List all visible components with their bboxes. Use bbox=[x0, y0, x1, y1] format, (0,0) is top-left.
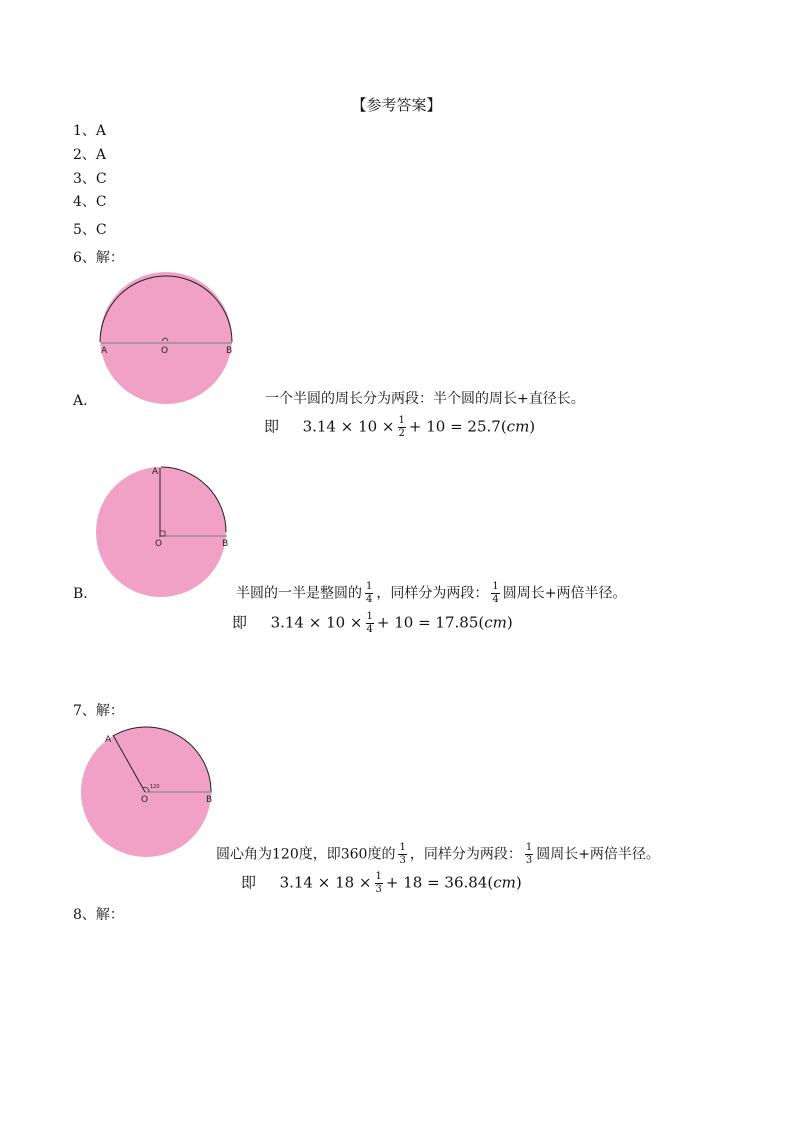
option-a-marker: A. bbox=[73, 393, 88, 409]
q6b-explanation: 半圆的一半是整圆的 $\frac{1}{4}$ ，同样分为两段： $\frac{1}{4}$ 圆周长+两倍半径。 bbox=[236, 581, 627, 605]
label-7-o: O bbox=[141, 795, 149, 805]
q7-fraction-2: $\frac{1}{3}$ bbox=[525, 842, 533, 866]
label-7-angle: 120 bbox=[150, 784, 160, 790]
q6a-fraction: $\frac{1}{2}$ bbox=[398, 415, 405, 439]
q6a-ji: 即 bbox=[264, 417, 280, 436]
q6a-formula: 即 3.14 × 10 × $\frac{1}{2}$ + 10 = 25.7(cm) bbox=[264, 415, 536, 439]
diagram-6b bbox=[95, 464, 235, 604]
answer-3: 3、C bbox=[73, 171, 107, 187]
label-6b-b: B bbox=[222, 539, 229, 549]
label-6a-b: B bbox=[226, 346, 233, 356]
question-6-label: 6、解： bbox=[73, 250, 124, 266]
q7-explanation: 圆心角为120度，即360度的 $\frac{1}{3}$ ，同样分为两段： $\frac{1}{3}$ 圆周长+两倍半径。 bbox=[216, 842, 660, 866]
q7-expr-left: 3.14 × 18 × bbox=[279, 873, 372, 892]
q6b-expr-right: + 10 = 17.85( bbox=[376, 613, 485, 632]
answer-5: 5、C bbox=[73, 222, 107, 238]
label-6a-o: O bbox=[161, 346, 169, 356]
q6a-expr-right: + 10 = 25.7( bbox=[408, 417, 507, 436]
answer-2: 2、A bbox=[73, 147, 107, 163]
label-6b-a: A bbox=[152, 467, 159, 477]
q6a-explanation: 一个半圆的周长分为两段：半个圆的周长+直径长。 bbox=[265, 391, 585, 407]
q7-fraction-3: $\frac{1}{3}$ bbox=[375, 871, 382, 895]
label-6b-o: O bbox=[155, 539, 163, 549]
question-7-label: 7、解： bbox=[73, 703, 124, 719]
q6b-expr-left: 3.14 × 10 × bbox=[270, 613, 363, 632]
q6b-fraction-3: $\frac{1}{4}$ bbox=[366, 611, 373, 635]
option-b-marker: B. bbox=[73, 586, 88, 602]
diagram-6a bbox=[98, 270, 238, 410]
question-8-label: 8、解： bbox=[73, 907, 124, 923]
q6b-fraction-1: $\frac{1}{4}$ bbox=[366, 581, 373, 605]
q7-expr-right: + 18 = 36.84( bbox=[385, 873, 494, 892]
q6a-unit: cm bbox=[506, 417, 530, 436]
q7-formula: 即 3.14 × 18 × $\frac{1}{3}$ + 18 = 36.84(cm) bbox=[241, 871, 522, 895]
q6b-ji: 即 bbox=[232, 613, 248, 632]
diagram-7 bbox=[80, 724, 220, 864]
q6a-expr-left: 3.14 × 10 × bbox=[302, 417, 395, 436]
label-6a-a: A bbox=[101, 346, 108, 356]
q6b-fraction-2: $\frac{1}{4}$ bbox=[492, 581, 499, 605]
page-title: 【参考答案】 bbox=[351, 96, 442, 114]
q7-unit: cm bbox=[493, 873, 516, 892]
circle-6b bbox=[96, 467, 229, 597]
q7-ji: 即 bbox=[241, 873, 257, 892]
answer-4: 4、C bbox=[73, 194, 107, 210]
q6b-unit: cm bbox=[484, 613, 507, 632]
label-7-a: A bbox=[105, 735, 112, 745]
q7-fraction-1: $\frac{1}{3}$ bbox=[399, 842, 406, 866]
answer-1: 1、A bbox=[73, 123, 107, 139]
label-7-b: B bbox=[206, 795, 213, 805]
q6b-formula: 即 3.14 × 10 × $\frac{1}{4}$ + 10 = 17.85(cm) bbox=[232, 611, 513, 635]
